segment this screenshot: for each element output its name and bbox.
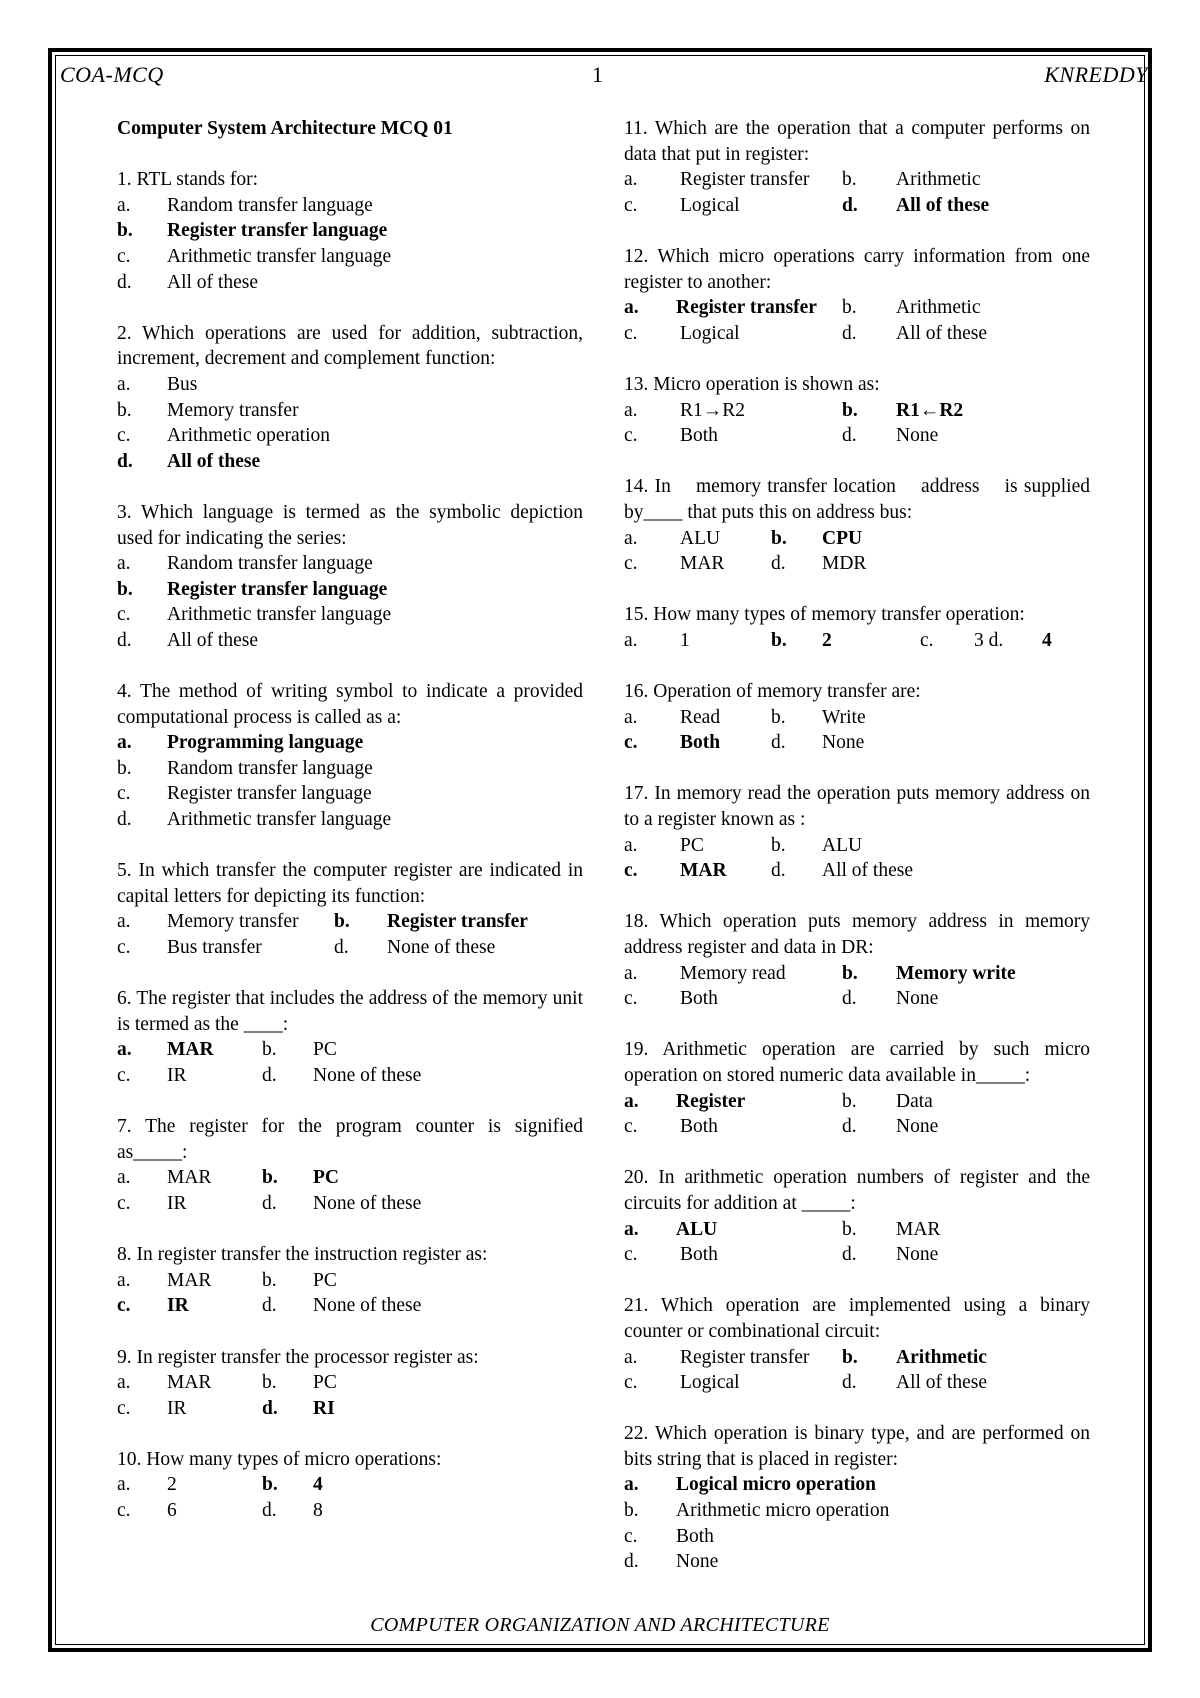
question-text: 15. How many types of memory transfer operation: (624, 604, 1025, 626)
option-row-ab: a. ALU b. CPU (624, 527, 863, 549)
option-row-abcd: a. 1 b. 2 c. 3 d. 4 (624, 629, 1052, 651)
option-a-correct: a. Programming language (117, 732, 364, 754)
option-row-ab: a. R1→R2 b. R1←R2 (624, 399, 964, 421)
question-21 (624, 1293, 1090, 1395)
question-text: 4. The method of writing symbol to indicate a provided computational process is called as a: (117, 681, 583, 728)
option-c: c. Register transfer language (117, 783, 372, 805)
question-9 (117, 1345, 583, 1422)
question-10 (117, 1447, 583, 1524)
option-a-correct: a. Logical micro operation (624, 1474, 877, 1496)
option-row-cd: c. Both d. None (624, 1244, 939, 1266)
option-a: a. Random transfer language (117, 194, 373, 216)
option-row-cd: c. IR d. None of these (117, 1064, 422, 1086)
question-12 (624, 244, 1090, 346)
option-row-cd: c. IR d. RI (117, 1397, 335, 1419)
option-c: c. Arithmetic transfer language (117, 604, 392, 626)
option-row-cd: c. Both d. None (624, 1116, 939, 1138)
option-b-correct: b. Register transfer language (117, 220, 388, 242)
right-column (624, 116, 1095, 1600)
question-text: 18. Which operation puts memory address in memory address register and data in DR: (624, 911, 1090, 958)
question-text: 5. In which transfer the computer register are indicated in capital letters for depicting its function: (117, 860, 583, 907)
option-row-cd: c. Logical d. All of these (624, 194, 990, 216)
option-row-ab: a. Register transfer b. Arithmetic (624, 1346, 987, 1368)
option-row-ab: a. Register b. Data (624, 1090, 933, 1112)
option-b-correct: b. Register transfer language (117, 578, 388, 600)
option-d: d. Arithmetic transfer language (117, 809, 392, 831)
question-text: 12. Which micro operations carry information from one register to another: (624, 245, 1090, 293)
header-page-number: 1 (592, 62, 604, 87)
question-text: 19. Arithmetic operation are carried by such micro operation on stored numeric data available in_____: (624, 1039, 1090, 1086)
option-row-ab: a. Memory transfer b. Register transfer (117, 911, 528, 933)
question-18 (624, 909, 1090, 1011)
option-row-cd: c. 6 d. 8 (117, 1500, 323, 1522)
header-course: COA-MCQ (60, 62, 164, 87)
option-row-ab: a. Register transfer b. Arithmetic (624, 169, 981, 191)
option-row-ab: a. Read b. Write (624, 706, 866, 728)
option-b: b. Arithmetic micro operation (624, 1500, 890, 1522)
option-c: c. Both (624, 1525, 714, 1547)
question-text: 20. In arithmetic operation numbers of register and the circuits for addition at _____: (624, 1167, 1090, 1214)
option-b: b. Memory transfer (117, 399, 299, 421)
header-author: KNREDDY (1044, 62, 1148, 87)
question-19 (624, 1037, 1090, 1139)
option-row-cd: c. Logical d. All of these (624, 1372, 987, 1394)
option-row-cd: c. Bus transfer d. None of these (117, 937, 496, 958)
option-b: b. Random transfer language (117, 757, 373, 779)
question-2 (117, 321, 583, 475)
option-row-ab: a. PC b. ALU (624, 834, 863, 856)
question-text: 1. RTL stands for: (117, 169, 259, 191)
option-row-ab: a. Register transfer b. Arithmetic (624, 297, 981, 319)
option-row-cd: c. MAR d. All of these (624, 860, 913, 882)
question-text: 6. The register that includes the address of the memory unit is termed as the ____: (117, 988, 583, 1035)
option-a: a. Bus (117, 373, 198, 395)
question-16 (624, 679, 1090, 756)
question-text: 7. The register for the program counter is signified as_____: (117, 1116, 583, 1163)
question-text: 3. Which language is termed as the symbolic depiction used for indicating the series: (117, 501, 583, 549)
question-20 (624, 1165, 1090, 1267)
option-row-cd: c. MAR d. MDR (624, 553, 867, 575)
option-d: d. All of these (117, 271, 258, 293)
question-text: 9. In register transfer the processor register as: (117, 1346, 479, 1368)
question-text: 13. Micro operation is shown as: (624, 373, 880, 395)
question-text: 10. How many types of micro operations: (117, 1448, 442, 1470)
question-4 (117, 679, 583, 833)
question-6 (117, 986, 583, 1088)
option-row-cd: c. Logical d. All of these (624, 322, 987, 344)
question-7 (117, 1114, 583, 1216)
option-row-ab: a. Memory read b. Memory write (624, 962, 1016, 984)
question-5 (117, 858, 583, 960)
option-a: a. Random transfer language (117, 553, 373, 575)
question-text: 22. Which operation is binary type, and are performed on bits string that is placed in register: (624, 1423, 1090, 1470)
question-1 (117, 167, 583, 295)
question-text: 2. Which operations are used for addition, subtraction, increment, decrement and complement function: (117, 322, 583, 370)
question-17 (624, 781, 1090, 883)
option-row-ab: a. ALU b. MAR (624, 1218, 941, 1240)
question-15 (624, 602, 1090, 653)
option-row-ab: a. MAR b. PC (117, 1167, 339, 1189)
document-title: Computer System Architecture MCQ 01 (117, 118, 453, 139)
option-row-cd: c. IR d. None of these (117, 1295, 422, 1317)
question-8 (117, 1242, 583, 1319)
question-text: 21. Which operation are implemented using a binary counter or combinational circuit: (624, 1295, 1090, 1342)
footer-course-title: COMPUTER ORGANIZATION AND ARCHITECTURE (370, 1614, 830, 1636)
option-d: d. None (624, 1551, 719, 1573)
left-column (117, 116, 583, 1549)
option-d-correct: d. All of these (117, 450, 261, 472)
option-row-cd: c. Both d. None (624, 988, 939, 1010)
option-row-ab: a. MAR b. PC (117, 1372, 337, 1394)
option-row-cd: c. Both d. None (624, 425, 939, 447)
option-c: c. Arithmetic transfer language (117, 245, 392, 267)
option-row-ab: a. MAR b. PC (117, 1039, 337, 1061)
question-text: 11. Which are the operation that a computer performs on data that put in register: (624, 118, 1090, 165)
option-row-ab: a. MAR b. PC (117, 1269, 337, 1291)
question-3 (117, 500, 583, 654)
option-c: c. Arithmetic operation (117, 425, 330, 447)
question-11 (624, 116, 1090, 218)
question-14 (624, 474, 1095, 576)
question-22 (624, 1421, 1090, 1575)
option-row-ab: a. 2 b. 4 (117, 1474, 323, 1496)
question-text: 16. Operation of memory transfer are: (624, 681, 921, 703)
question-text: 14. In memory transfer location address is supplied by____ that puts this on address bus: (624, 476, 1095, 523)
option-row-cd: c. IR d. None of these (117, 1192, 422, 1214)
question-text: 17. In memory read the operation puts memory address on to a register known as : (624, 783, 1090, 831)
option-d: d. All of these (117, 629, 258, 651)
option-row-cd: c. Both d. None (624, 732, 865, 754)
question-13 (624, 372, 1090, 449)
question-text: 8. In register transfer the instruction register as: (117, 1244, 488, 1266)
